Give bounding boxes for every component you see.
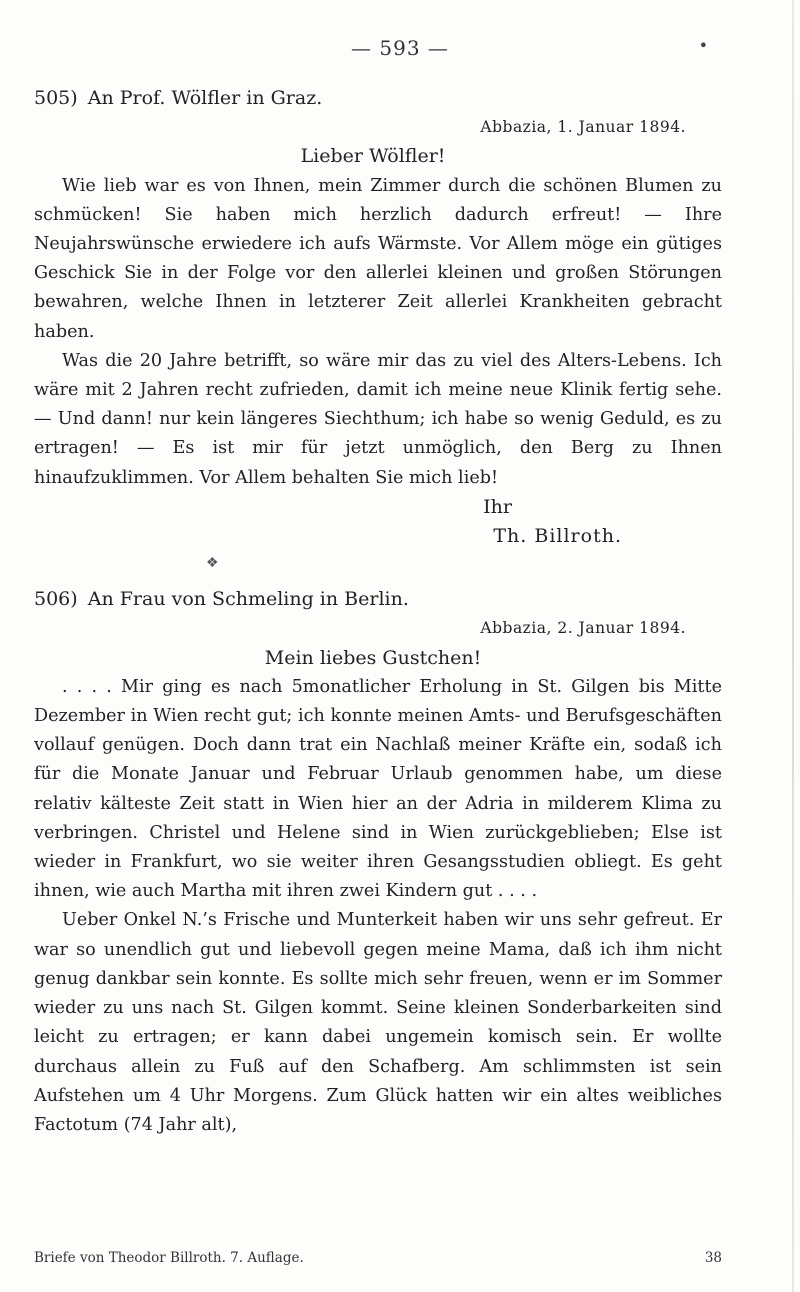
letter-salutation: Mein liebes Gustchen!	[264, 646, 482, 669]
letter-number: 506)	[34, 588, 78, 611]
letter-number: 505)	[34, 87, 78, 109]
page-edge-shadow	[792, 0, 794, 1292]
letter-closing: Ihr	[483, 495, 512, 518]
letter-dateline: Abbazia, 2. Januar 1894.	[480, 619, 686, 638]
footer-source: Briefe von Theodor Billroth. 7. Auflage.	[34, 1250, 304, 1266]
separator-ornament-icon: ❖	[206, 555, 219, 572]
letter-heading	[34, 84, 722, 113]
letter-salutation: Lieber Wölfler!	[300, 145, 446, 168]
letter-paragraph: Wie lieb war es von Ihnen, mein Zimmer durch die schönen Blumen zu schmücken! Sie haben mich herzlich dadurch erfreut! — Ihre Neujahrswünsche erwiedere ich aufs Wärmste. Vor Allem möge ein gütiges Geschick Sie in der Folge vor den allerlei kleinen und großen Störungen bewahren, welche Ihnen in letzterer Zeit allerlei Krankheiten gebracht haben.	[34, 175, 722, 342]
text-block	[34, 84, 722, 1140]
letter-paragraph: . . . . Mir ging es nach 5monatlicher Erholung in St. Gilgen bis Mitte Dezember in Wien recht gut; ich konnte meinen Amts- und Berufsgeschäften vollauf genügen. Doch dann trat ein Nachlaß meiner Kräfte ein, sodaß ich für die Monate Januar und Februar Urlaub genommen habe, um diese relativ kälteste Zeit statt in Wien hier an der Adria in milderem Klima zu verbringen. Christel und Helene sind in Wien zurückgeblieben; Else ist wieder in Frankfurt, wo sie weiter ihren Gesangsstudien obliegt. Es geht ihnen, wie auch Martha mit ihren zwei Kindern gut . . . .	[34, 676, 722, 902]
letter-506	[34, 585, 722, 1140]
letter-paragraph: Was die 20 Jahre betrifft, so wäre mir das zu viel des Alters-Lebens. Ich wäre mit 2 Jahren recht zufrieden, damit ich meine neue Klinik fertig sehe. — Und dann! nur kein längeres Siechthum; ich habe so wenig Geduld, es zu ertragen! — Es ist mir für jetzt unmöglich, den Berg zu Ihnen hinaufzuklimmen. Vor Allem behalten Sie mich lieb!	[34, 350, 722, 488]
footer-signature-mark: 38	[704, 1250, 722, 1266]
letter-heading	[34, 585, 722, 614]
letter-paragraph: Ueber Onkel N.’s Frische und Munterkeit haben wir uns sehr gefreut. Er war so unendlich gut und liebevoll gegen meine Mama, daß ich ihm nicht genug dankbar sein konnte. Es sollte mich sehr freuen, wenn er im Sommer wieder zu uns nach St. Gilgen kommt. Seine kleinen Sonderbarkeiten sind leicht zu ertragen; er kann dabei ungemein komisch sein. Er wollte durchaus allein zu Fuß auf den Schafberg. Am schlimmsten ist sein Aufstehen um 4 Uhr Morgens. Zum Glück hatten wir ein altes weibliches Factotum (74 Jahr alt),	[34, 910, 722, 1135]
letter-dateline: Abbazia, 1. Januar 1894.	[480, 118, 686, 137]
letter-recipient: An Frau von Schmeling in Berlin.	[87, 588, 409, 611]
letter-505	[34, 84, 722, 575]
spacer	[34, 575, 722, 585]
page-footer	[34, 1250, 722, 1266]
letter-recipient: An Prof. Wölfler in Graz.	[87, 87, 323, 109]
corner-mark: •	[698, 36, 708, 55]
letter-signature: Th. Billroth.	[493, 525, 622, 548]
page-number-header: — 593 —	[351, 36, 449, 60]
